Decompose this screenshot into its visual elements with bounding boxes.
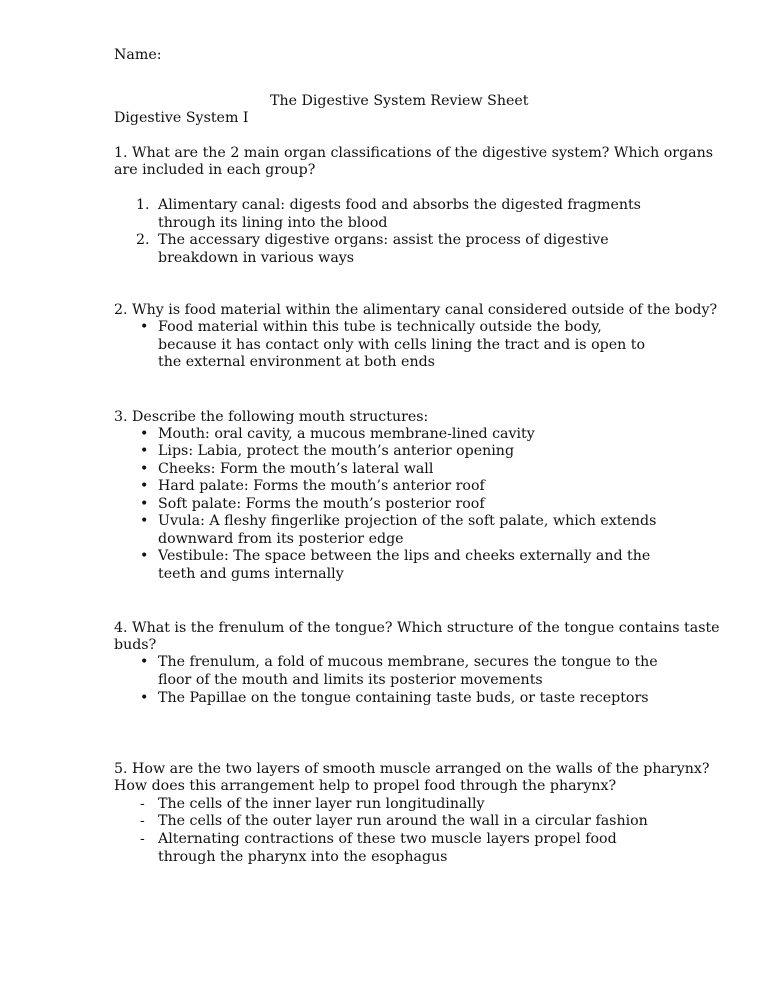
question-2-text: 2. Why is food material within the alimentary canal considered outside of the body? xyxy=(114,302,718,318)
bullet-icon: • xyxy=(140,478,149,494)
answer-text: Food material within this tube is technically outside the body, because it has contact only with cells lining the tract and is open to the external environment at both ends xyxy=(158,319,646,371)
bullet-icon: • xyxy=(140,513,149,529)
dash-marker: - xyxy=(140,831,145,847)
question-3-text: 3. Describe the following mouth structures: xyxy=(114,409,429,425)
answer-text: The accessary digestive organs: assist the process of digestive breakdown in various ways xyxy=(158,232,609,266)
answer-text: Hard palate: Forms the mouth’s anterior roof xyxy=(158,478,485,494)
question-4-text-cont: buds? xyxy=(114,637,157,653)
answer-text: Cheeks: Form the mouth’s lateral wall xyxy=(158,461,434,477)
dash-marker: - xyxy=(140,796,145,812)
bullet-icon: • xyxy=(140,461,149,477)
question-1-text: 1. What are the 2 main organ classifications of the digestive system? Which organs xyxy=(114,145,714,161)
bullet-icon: • xyxy=(140,654,149,670)
answer-text: The frenulum, a fold of mucous membrane, secures the tongue to the floor of the mouth and limits its posterior movements xyxy=(158,654,658,688)
answer-text: Alimentary canal: digests food and absorbs the digested fragments through its lining into the blood xyxy=(158,197,641,231)
bullet-icon: • xyxy=(140,548,149,564)
list-marker: 2. xyxy=(136,232,150,248)
page-title: The Digestive System Review Sheet xyxy=(270,93,529,109)
bullet-icon: • xyxy=(140,496,149,512)
answer-text: Alternating contractions of these two muscle layers propel food through the pharynx into the esophagus xyxy=(158,831,617,865)
dash-marker: - xyxy=(140,813,145,829)
answer-text: Uvula: A fleshy fingerlike projection of the soft palate, which extends downward from its posterior edge xyxy=(158,513,657,547)
answer-text: The cells of the outer layer run around the wall in a circular fashion xyxy=(158,813,648,829)
bullet-icon: • xyxy=(140,443,149,459)
section-heading: Digestive System I xyxy=(114,110,249,126)
answer-text: Soft palate: Forms the mouth’s posterior roof xyxy=(158,496,485,512)
answer-text: Mouth: oral cavity, a mucous membrane-lined cavity xyxy=(158,426,535,442)
question-1-text-cont: are included in each group? xyxy=(114,162,316,178)
bullet-icon: • xyxy=(140,319,149,335)
question-4-text: 4. What is the frenulum of the tongue? Which structure of the tongue contains taste xyxy=(114,620,720,636)
question-5-text: 5. How are the two layers of smooth muscle arranged on the walls of the pharynx? xyxy=(114,761,710,777)
bullet-icon: • xyxy=(140,690,149,706)
question-5-text-cont: How does this arrangement help to propel food through the pharynx? xyxy=(114,778,617,794)
list-marker: 1. xyxy=(136,197,150,213)
answer-text: Vestibule: The space between the lips and cheeks externally and the teeth and gums internally xyxy=(158,548,651,582)
name-label: Name: xyxy=(114,47,162,63)
answer-text: Lips: Labia, protect the mouth’s anterior opening xyxy=(158,443,515,459)
answer-text: The cells of the inner layer run longitudinally xyxy=(158,796,485,812)
answer-text: The Papillae on the tongue containing taste buds, or taste receptors xyxy=(158,690,649,706)
bullet-icon: • xyxy=(140,426,149,442)
